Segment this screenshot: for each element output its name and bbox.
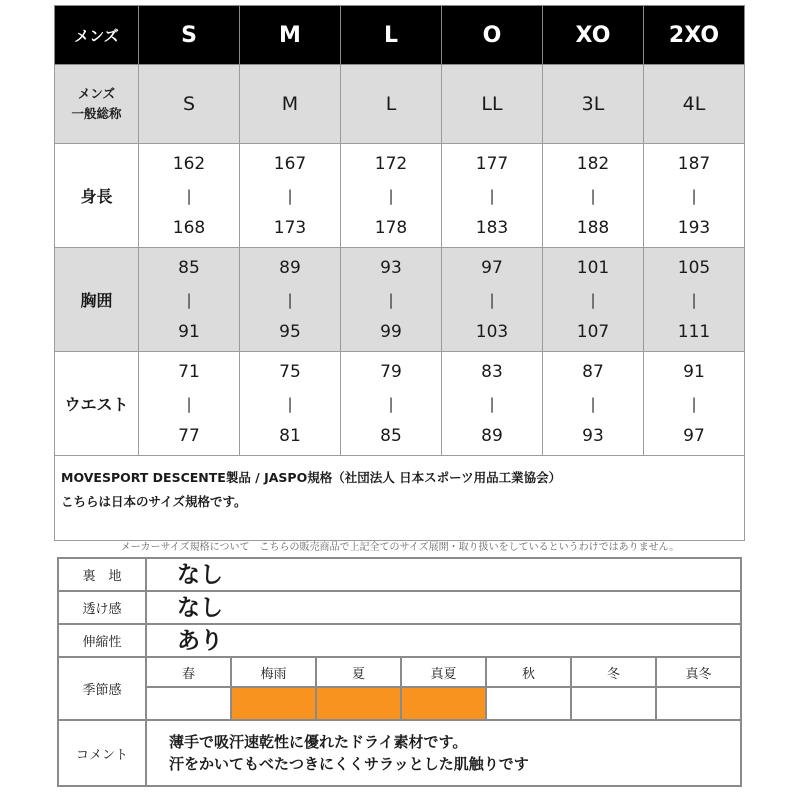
range-low: 187 xyxy=(677,153,711,174)
size-header-cell: XO xyxy=(543,6,644,65)
comment-row xyxy=(58,720,741,786)
season-indicator xyxy=(656,687,741,720)
range-separator: | xyxy=(590,186,596,205)
measure-cell xyxy=(644,248,745,352)
general-size-cell: LL xyxy=(442,65,543,144)
season-name: 梅雨 xyxy=(231,657,316,687)
range-high: 91 xyxy=(178,321,200,342)
season-indicator xyxy=(231,687,316,720)
range-high: 188 xyxy=(576,217,610,238)
size-header-cell: 2XO xyxy=(644,6,745,65)
size-header-cell: M xyxy=(240,6,341,65)
range-high: 178 xyxy=(374,217,408,238)
range-separator: | xyxy=(388,394,394,413)
measure-cell xyxy=(240,144,341,248)
season-name: 真冬 xyxy=(656,657,741,687)
range-high: 89 xyxy=(481,425,503,446)
comment-label: コメント xyxy=(58,720,146,786)
range-high: 111 xyxy=(677,321,711,342)
maker-size-note: メーカーサイズ規格について こちらの販売商品で上記全てのサイズ展開・取り扱いをしているというわけではありません。 xyxy=(120,542,680,553)
range-low: 85 xyxy=(178,257,200,278)
range-low: 172 xyxy=(374,153,408,174)
season-indicator xyxy=(486,687,571,720)
lining-row xyxy=(58,558,741,591)
measure-cell xyxy=(240,248,341,352)
range-high: 107 xyxy=(576,321,610,342)
range-low: 97 xyxy=(481,257,503,278)
measure-cell xyxy=(644,352,745,456)
range-low: 105 xyxy=(677,257,711,278)
range-separator: | xyxy=(489,394,495,413)
size-note xyxy=(55,456,745,541)
range-high: 93 xyxy=(582,425,604,446)
chest-row xyxy=(55,248,745,352)
measure-cell xyxy=(442,144,543,248)
general-size-label: メンズ 一般総称 xyxy=(55,65,139,144)
range-separator: | xyxy=(691,394,697,413)
measure-cell xyxy=(543,248,644,352)
comment-line-1: 薄手で吸汗速乾性に優れたドライ素材です。 xyxy=(169,733,468,751)
measure-cell xyxy=(341,352,442,456)
comment-text xyxy=(146,720,741,786)
range-low: 79 xyxy=(380,361,402,382)
measure-cell xyxy=(341,144,442,248)
size-header-cell: O xyxy=(442,6,543,65)
season-header-row xyxy=(58,657,741,687)
general-size-cell: S xyxy=(139,65,240,144)
measure-cell xyxy=(240,352,341,456)
range-high: 183 xyxy=(475,217,509,238)
measure-cell xyxy=(139,144,240,248)
range-low: 167 xyxy=(273,153,307,174)
range-separator: | xyxy=(186,186,192,205)
size-note-row xyxy=(55,456,745,541)
general-size-cell: L xyxy=(341,65,442,144)
size-header-cell: L xyxy=(341,6,442,65)
season-label: 季節感 xyxy=(58,657,146,720)
waist-row xyxy=(55,352,745,456)
measure-cell xyxy=(341,248,442,352)
season-indicator xyxy=(146,687,231,720)
range-high: 85 xyxy=(380,425,402,446)
season-name: 冬 xyxy=(571,657,656,687)
measure-cell xyxy=(442,352,543,456)
stretch-label: 伸縮性 xyxy=(58,624,146,657)
height-row xyxy=(55,144,745,248)
range-low: 87 xyxy=(582,361,604,382)
measure-cell xyxy=(543,144,644,248)
range-high: 103 xyxy=(475,321,509,342)
range-separator: | xyxy=(186,394,192,413)
fabric-table xyxy=(57,557,742,787)
range-high: 99 xyxy=(380,321,402,342)
range-separator: | xyxy=(287,186,293,205)
measure-label: ウエスト xyxy=(55,352,139,456)
range-separator: | xyxy=(388,290,394,309)
range-low: 177 xyxy=(475,153,509,174)
range-low: 71 xyxy=(178,361,200,382)
range-low: 93 xyxy=(380,257,402,278)
season-name: 真夏 xyxy=(401,657,486,687)
measure-label: 胸囲 xyxy=(55,248,139,352)
range-low: 101 xyxy=(576,257,610,278)
stretch-row xyxy=(58,624,741,657)
season-indicator xyxy=(401,687,486,720)
range-separator: | xyxy=(287,290,293,309)
range-separator: | xyxy=(287,394,293,413)
range-separator: | xyxy=(590,290,596,309)
range-low: 162 xyxy=(172,153,206,174)
size-header-row xyxy=(55,6,745,65)
size-note-line-1: MOVESPORT DESCENTE製品 / JASPO規格（社団法人 日本スポーツ用品工業協会） xyxy=(61,470,562,485)
size-header-corner: メンズ xyxy=(55,6,139,65)
general-size-cell: 3L xyxy=(543,65,644,144)
range-high: 77 xyxy=(178,425,200,446)
season-name: 春 xyxy=(146,657,231,687)
measure-cell xyxy=(139,248,240,352)
range-separator: | xyxy=(186,290,192,309)
lining-label: 裏 地 xyxy=(58,558,146,591)
range-low: 182 xyxy=(576,153,610,174)
size-note-line-2: こちらは日本のサイズ規格です。 xyxy=(61,494,247,509)
season-name: 夏 xyxy=(316,657,401,687)
lining-value: なし xyxy=(146,558,741,591)
measure-cell xyxy=(543,352,644,456)
measure-label: 身長 xyxy=(55,144,139,248)
range-low: 83 xyxy=(481,361,503,382)
range-separator: | xyxy=(691,186,697,205)
sheer-value: なし xyxy=(146,591,741,624)
range-separator: | xyxy=(388,186,394,205)
range-high: 173 xyxy=(273,217,307,238)
range-separator: | xyxy=(590,394,596,413)
season-indicator-row xyxy=(58,687,741,720)
general-size-cell: 4L xyxy=(644,65,745,144)
range-low: 75 xyxy=(279,361,301,382)
range-separator: | xyxy=(489,290,495,309)
comment-line-2: 汗をかいてもべたつきにくくサラッとした肌触りです xyxy=(169,755,529,773)
measure-cell xyxy=(139,352,240,456)
season-indicator xyxy=(316,687,401,720)
range-low: 91 xyxy=(683,361,705,382)
sheer-row xyxy=(58,591,741,624)
range-high: 95 xyxy=(279,321,301,342)
sheer-label: 透け感 xyxy=(58,591,146,624)
season-indicator xyxy=(571,687,656,720)
range-high: 81 xyxy=(279,425,301,446)
measure-cell xyxy=(442,248,543,352)
range-high: 193 xyxy=(677,217,711,238)
season-name: 秋 xyxy=(486,657,571,687)
range-high: 168 xyxy=(172,217,206,238)
stretch-value: あり xyxy=(146,624,741,657)
general-size-row xyxy=(55,65,745,144)
size-header-cell: S xyxy=(139,6,240,65)
range-separator: | xyxy=(691,290,697,309)
range-separator: | xyxy=(489,186,495,205)
general-size-cell: M xyxy=(240,65,341,144)
range-high: 97 xyxy=(683,425,705,446)
measure-cell xyxy=(644,144,745,248)
range-low: 89 xyxy=(279,257,301,278)
size-table xyxy=(54,5,745,541)
